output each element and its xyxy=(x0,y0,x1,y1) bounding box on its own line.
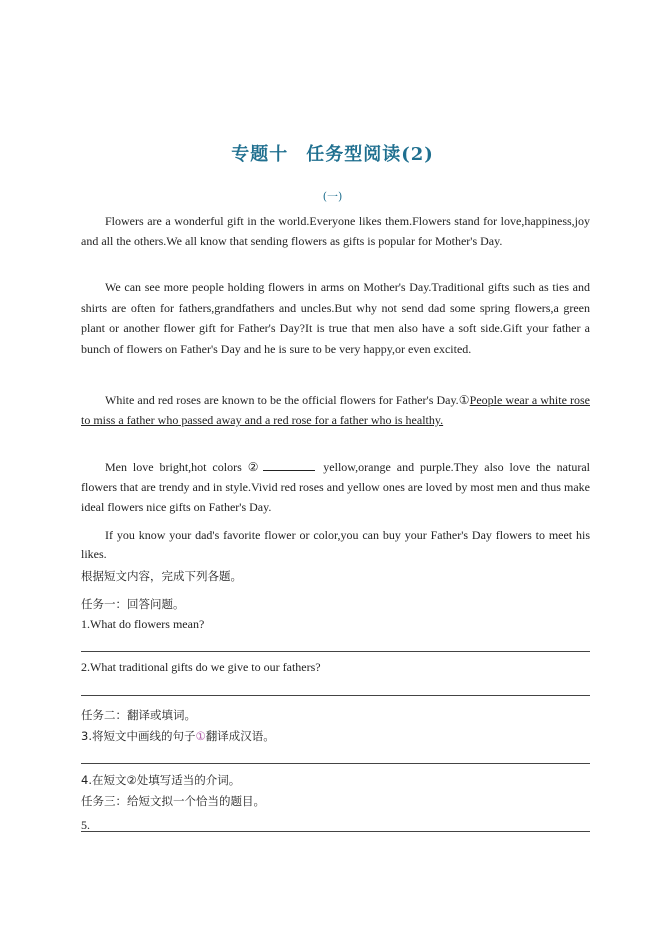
passage-paragraph-4 xyxy=(81,457,590,517)
passage-paragraph-3 xyxy=(81,390,590,430)
q3-mark: ① xyxy=(195,729,206,743)
p4-text-before: Men love bright,hot colors xyxy=(105,460,248,474)
underlined-sentence: People wear a white rose to miss a father who passed away and a red rose for a father who is healthy. xyxy=(81,393,590,427)
section-label: (一) xyxy=(322,190,343,203)
p4-mark: ② xyxy=(247,460,262,474)
answer-line-5[interactable] xyxy=(81,831,590,832)
p3-text: White and red roses are known to be the official flowers for Father's Day. xyxy=(105,393,459,407)
answer-line-2[interactable] xyxy=(81,695,590,696)
q3-text-after: 翻译成汉语。 xyxy=(205,729,275,743)
question-2: 2.What traditional gifts do we give to our fathers? xyxy=(81,660,321,674)
question-3 xyxy=(81,728,590,744)
title-sub: 任务型阅读(2) xyxy=(306,144,434,165)
instructions: 根据短文内容，完成下列各题。 xyxy=(81,569,242,583)
answer-line-1[interactable] xyxy=(81,651,590,652)
title-main: 专题十 xyxy=(231,144,289,165)
blank-2[interactable] xyxy=(263,459,315,471)
p4-text-after: yellow,orange and purple.They also love the natural flowers that are trendy and in style.Vivid red roses and yellow ones are loved by most men and thus make ideal flowers nice gifts on Father's Day. xyxy=(81,460,590,514)
passage-paragraph-5: If you know your dad's favorite flower or color,you can buy your Father's Day flowers to meet his likes. xyxy=(81,528,590,561)
page-title xyxy=(0,140,665,166)
question-1: 1.What do flowers mean? xyxy=(81,617,205,631)
passage-paragraph-2: We can see more people holding flowers in arms on Mother's Day.Traditional gifts such as ties and shirts are often for fathers,grandfathers and uncles.But why not send dad some spring flowers,a green plant or another flower gift for Father's Day?It is true that men also have a soft side.Gift your father a bunch of flowers on Father's Day and he is sure to be very happy,or even excited. xyxy=(81,280,590,356)
task1-label: 任务一：回答问题。 xyxy=(81,597,185,611)
question-4: 4.在短文②处填写适当的介词。 xyxy=(81,773,241,787)
question-5: 5. xyxy=(81,818,90,832)
task2-label: 任务二：翻译或填词。 xyxy=(81,708,196,722)
passage-paragraph-1: Flowers are a wonderful gift in the world.Everyone likes them.Flowers stand for love,happiness,joy and all the others.We all know that sending flowers as gifts is popular for Mother's Day. xyxy=(81,214,590,248)
task3-label: 任务三：给短文拟一个恰当的题目。 xyxy=(81,794,265,808)
answer-line-3[interactable] xyxy=(81,763,590,764)
p3-mark: ① xyxy=(458,393,470,407)
q3-text-before: 3.将短文中画线的句子 xyxy=(81,729,196,743)
